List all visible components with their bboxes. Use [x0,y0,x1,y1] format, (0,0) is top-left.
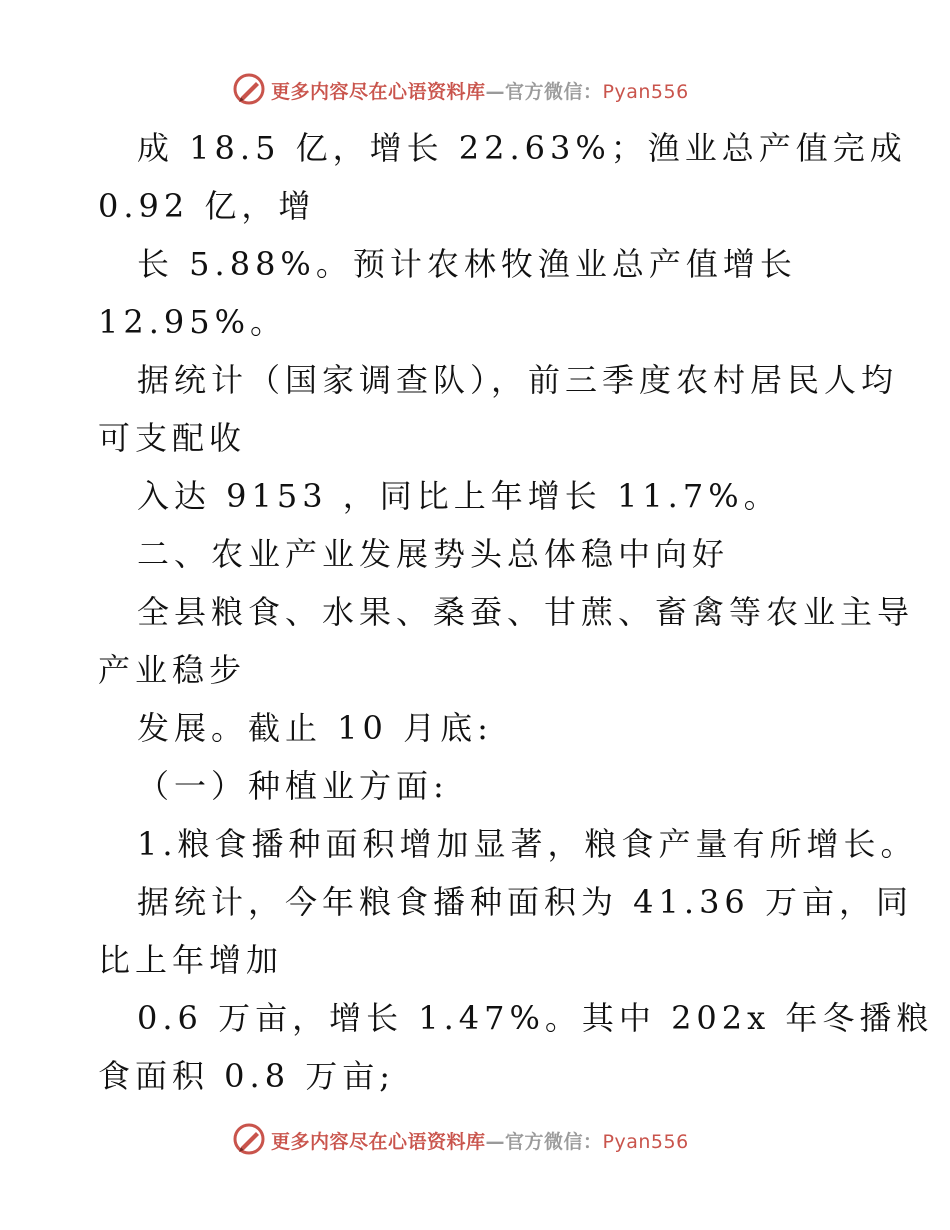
subsection-heading: （一）种植业方面: [137,767,449,805]
pen-circle-icon [232,1122,266,1156]
footer-banner [0,1120,950,1160]
banner-id-text: Pyan556 [602,81,689,103]
banner-id-text: Pyan556 [602,1131,689,1153]
banner-dash-text: —官方微信： [485,81,603,103]
body-line: 据统计，今年粮食播种面积为 41.36 万亩，同 [137,883,913,921]
body-line: 食面积 0.8 万亩; [98,1057,396,1095]
header-banner [0,70,950,110]
item-heading: 1.粮食播种面积增加显著，粮食产量有所增长。 [137,825,918,863]
body-line: 0.92 亿，增 [98,187,316,225]
body-line: 全县粮食、水果、桑蚕、甘蔗、畜禽等农业主导 [137,593,915,631]
body-line: 据统计（国家调查队），前三季度农村居民人均 [137,361,899,399]
section-heading: 二、农业产业发展势头总体稳中向好 [137,535,730,573]
banner-text [271,1127,689,1154]
banner-text [271,77,689,104]
body-line: 可支配收 [98,419,247,457]
pen-circle-icon [232,72,266,106]
body-line: 发展。截止 10 月底: [137,709,493,747]
banner-main-text: 更多内容尽在心语资料库 [271,81,486,103]
body-line: 入达 9153 ，同比上年增长 11.7%。 [137,477,781,515]
banner-dash-text: —官方微信： [485,1131,603,1153]
body-line: 0.6 万亩，增长 1.47%。其中 202x 年冬播粮 [137,999,934,1037]
body-line: 12.95%。 [98,303,288,341]
body-line: 产业稳步 [98,651,247,689]
body-line: 比上年增加 [98,941,284,979]
body-line: 成 18.5 亿，增长 22.63%；渔业总产值完成 [137,129,907,167]
body-line: 长 5.88%。预计农林牧渔业总产值增长 [137,245,797,283]
banner-main-text: 更多内容尽在心语资料库 [271,1131,486,1153]
